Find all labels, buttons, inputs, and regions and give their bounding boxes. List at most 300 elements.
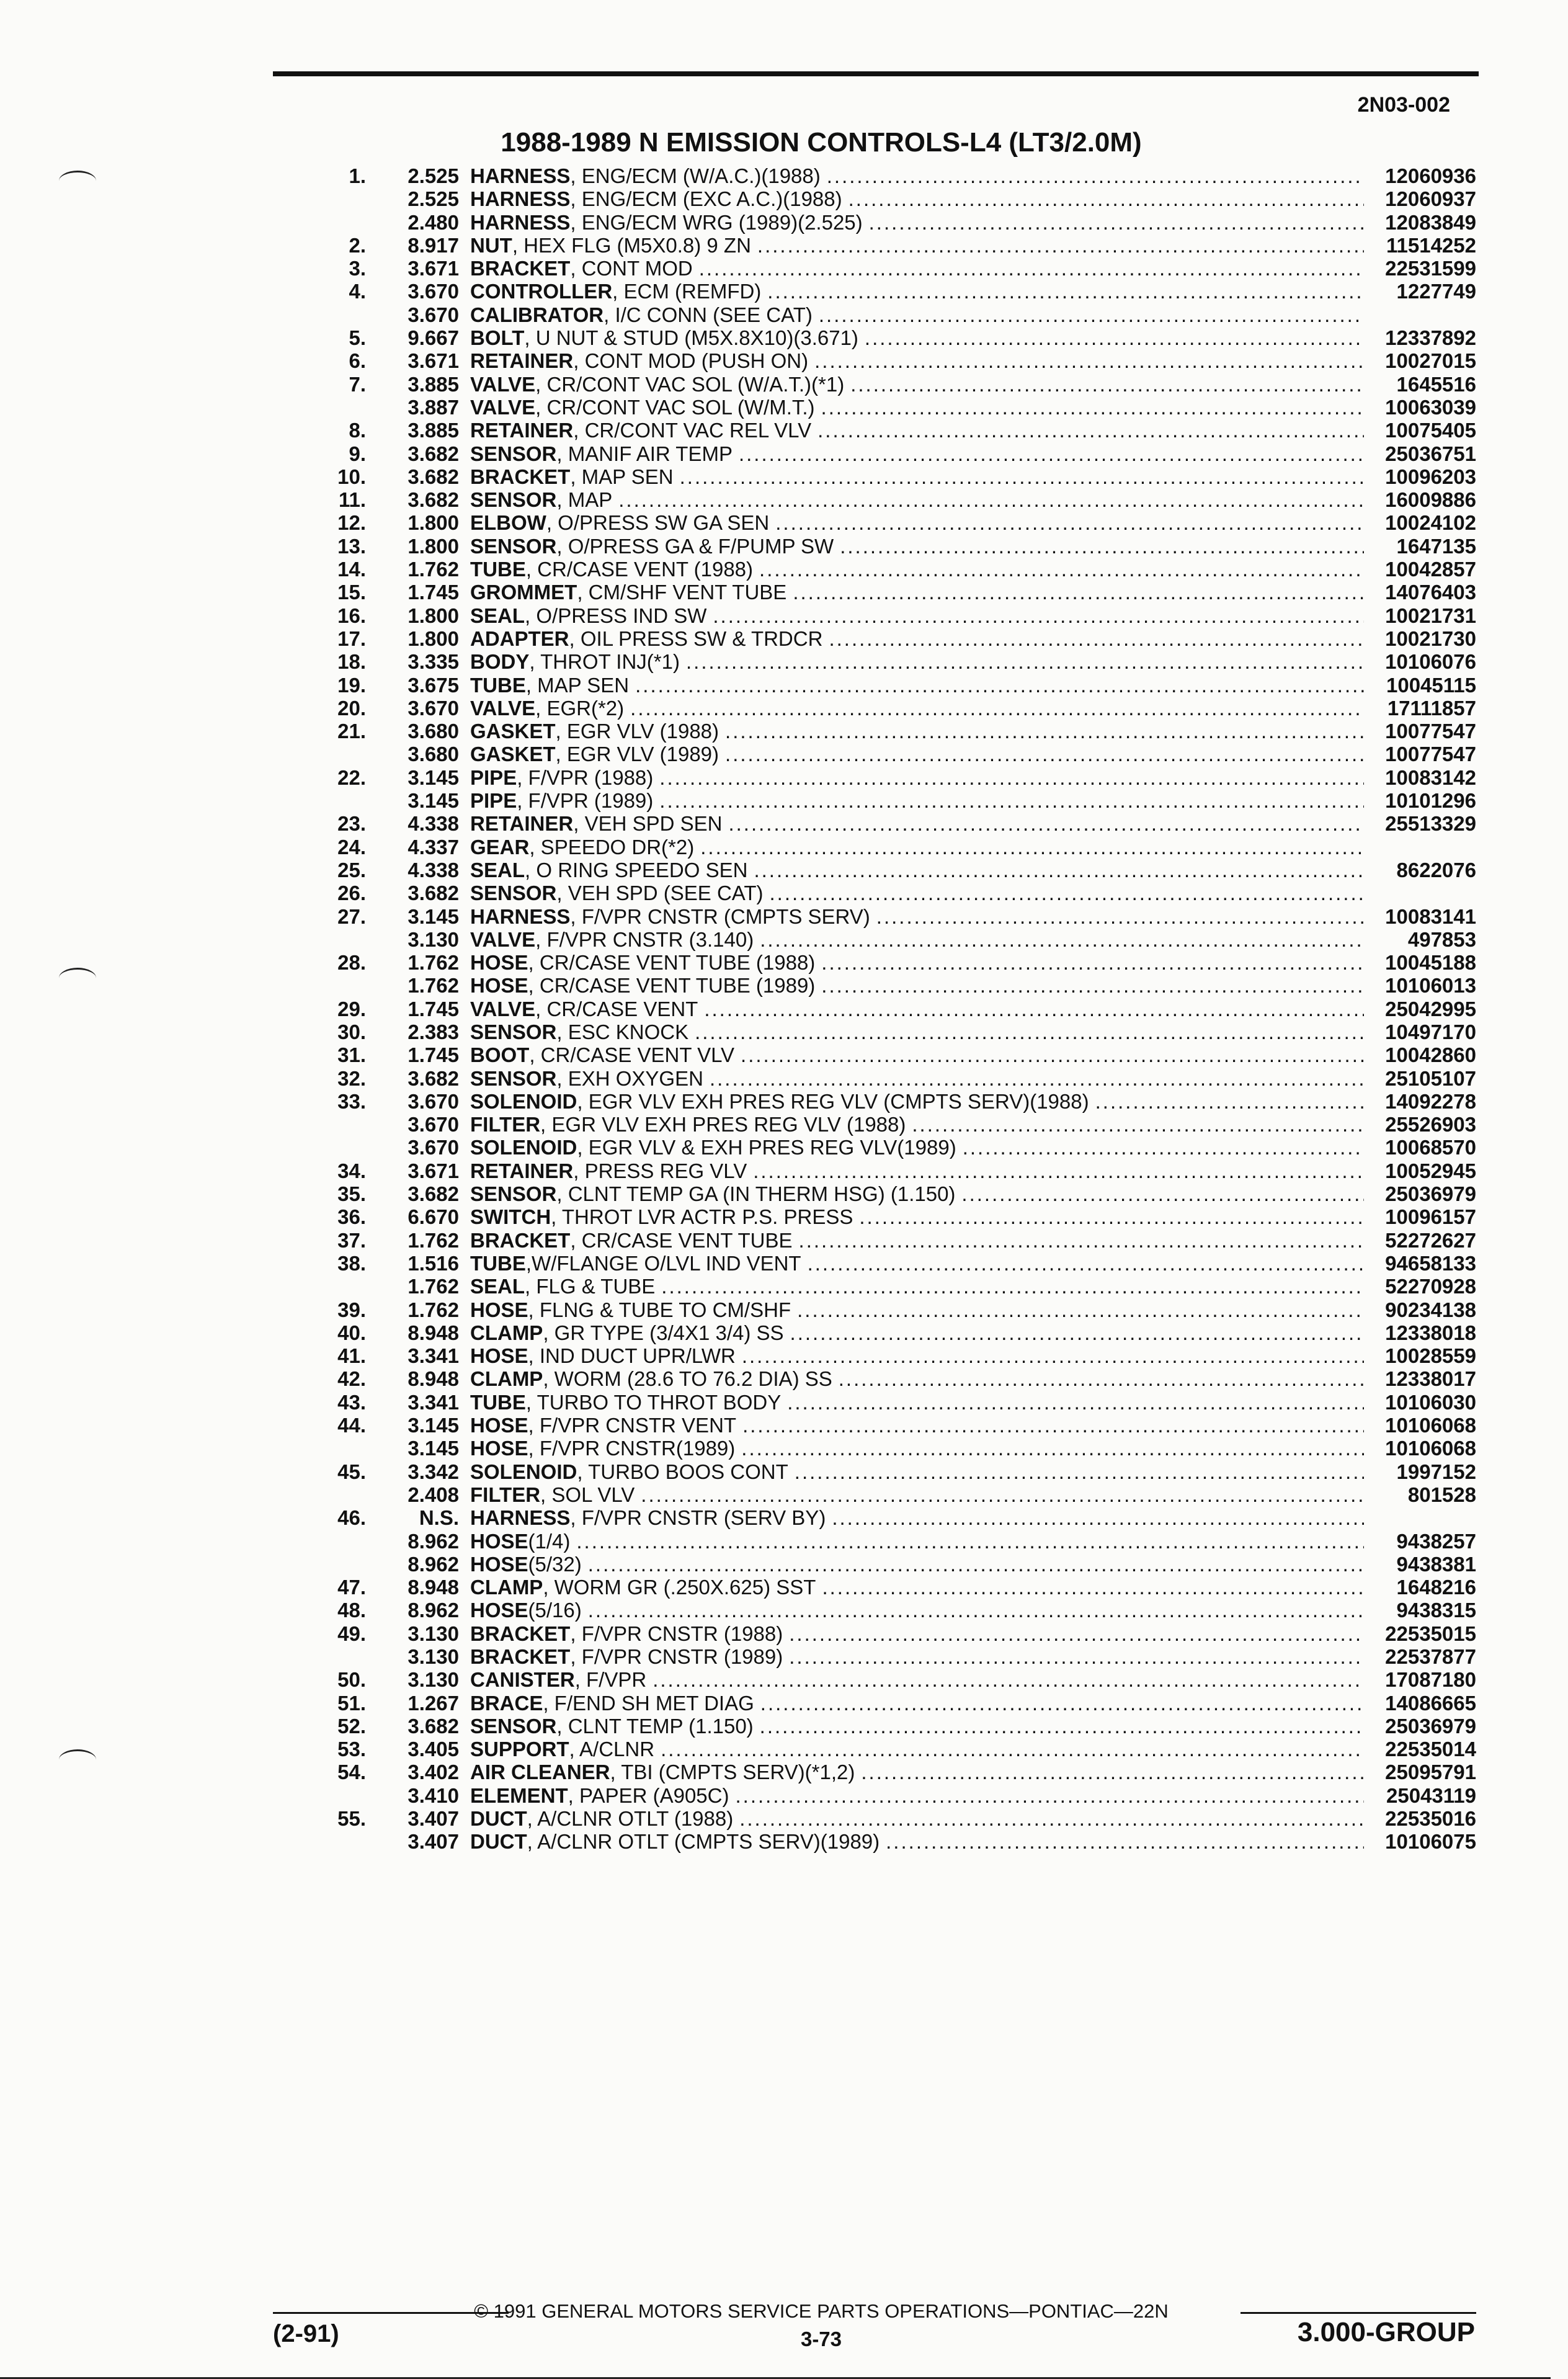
ref-number: 6. xyxy=(349,349,366,373)
part-row xyxy=(310,1344,1476,1367)
part-number: 10042860 xyxy=(1385,1043,1476,1067)
part-description xyxy=(470,419,1368,442)
group-number: 3.407 xyxy=(408,1807,459,1831)
part-number: 12337892 xyxy=(1385,326,1476,350)
part-name: HARNESS xyxy=(470,1506,571,1530)
part-description xyxy=(470,1275,1368,1298)
dot-leader xyxy=(876,905,1364,928)
part-name: SENSOR xyxy=(470,1182,557,1206)
part-row xyxy=(310,1715,1476,1738)
part-number: 10083142 xyxy=(1385,765,1476,789)
part-row xyxy=(310,581,1476,604)
dot-leader xyxy=(754,859,1364,882)
dot-leader xyxy=(767,280,1364,303)
part-number: 25036979 xyxy=(1385,1182,1476,1206)
group-number: 3.885 xyxy=(408,419,459,442)
dot-leader xyxy=(641,1483,1364,1506)
part-detail: , MAP xyxy=(556,488,613,512)
part-name: CLAMP xyxy=(470,1576,543,1599)
ref-number: 31. xyxy=(337,1043,366,1067)
part-detail: , WORM GR (.250X.625) SST xyxy=(543,1576,816,1599)
part-description xyxy=(470,488,1368,511)
part-row xyxy=(310,257,1476,280)
part-row xyxy=(310,836,1476,859)
part-row xyxy=(310,1113,1476,1136)
part-description xyxy=(470,743,1368,765)
part-row xyxy=(310,859,1476,882)
part-number: 25513329 xyxy=(1385,812,1476,836)
part-detail: , O/PRESS SW GA SEN xyxy=(546,511,770,535)
part-row xyxy=(310,1622,1476,1645)
dot-leader xyxy=(850,373,1364,396)
part-number: 17087180 xyxy=(1385,1668,1476,1692)
part-number: 1647135 xyxy=(1396,534,1476,558)
dot-leader xyxy=(757,234,1364,257)
dot-leader xyxy=(588,1599,1364,1622)
dot-leader xyxy=(819,303,1364,326)
group-number: 2.480 xyxy=(408,210,459,234)
part-row xyxy=(310,1252,1476,1275)
part-number: 12060936 xyxy=(1385,164,1476,187)
part-detail: , O RING SPEEDO SEN xyxy=(525,858,748,882)
part-name: SOLENOID xyxy=(470,1089,577,1113)
part-detail: , CR/CASE VENT TUBE xyxy=(570,1228,793,1252)
part-description xyxy=(470,1738,1368,1761)
part-description xyxy=(470,928,1368,951)
part-row xyxy=(310,1761,1476,1783)
dot-leader xyxy=(789,1622,1364,1645)
ref-number: 42. xyxy=(337,1367,366,1391)
dot-leader xyxy=(741,1043,1364,1066)
part-row xyxy=(310,951,1476,974)
dot-leader xyxy=(912,1113,1364,1136)
part-detail: , CR/CASE VENT VLV xyxy=(529,1043,735,1067)
part-name: SUPPORT xyxy=(470,1738,569,1761)
ref-number: 23. xyxy=(337,812,366,836)
group-number: 8.948 xyxy=(408,1321,459,1344)
part-row xyxy=(310,1414,1476,1437)
part-number: 10052945 xyxy=(1385,1159,1476,1182)
part-row xyxy=(310,326,1476,349)
dot-leader xyxy=(793,581,1364,604)
part-name: HOSE xyxy=(470,1599,528,1622)
part-row xyxy=(310,1437,1476,1460)
ref-number: 16. xyxy=(337,604,366,627)
part-number: 10077547 xyxy=(1385,743,1476,766)
ref-number: 43. xyxy=(337,1390,366,1414)
group-number: 1.762 xyxy=(408,974,459,998)
page-title: 1988-1989 N EMISSION CONTROLS-L4 (LT3/2.0M) xyxy=(501,127,1142,158)
group-number: 1.762 xyxy=(408,1298,459,1321)
part-number: 11514252 xyxy=(1386,233,1476,257)
part-description xyxy=(470,1321,1368,1344)
ref-number: 41. xyxy=(337,1344,366,1368)
group-number: 3.130 xyxy=(408,1622,459,1645)
part-name: CLAMP xyxy=(470,1321,543,1344)
group-number: 1.800 xyxy=(408,627,459,650)
part-name: BOLT xyxy=(470,326,525,350)
part-description xyxy=(470,951,1368,974)
part-name: VALVE xyxy=(470,927,536,951)
dot-leader xyxy=(822,1576,1364,1599)
part-row xyxy=(310,1275,1476,1298)
part-name: HOSE xyxy=(470,951,528,975)
part-description xyxy=(470,465,1368,488)
part-name: SENSOR xyxy=(470,882,557,905)
part-row xyxy=(310,789,1476,812)
part-description xyxy=(470,1692,1368,1715)
group-number: 3.682 xyxy=(408,882,459,905)
part-row xyxy=(310,1692,1476,1715)
part-number: 1227749 xyxy=(1396,280,1476,303)
ref-number: 33. xyxy=(337,1089,366,1113)
part-row xyxy=(310,1483,1476,1506)
dot-leader xyxy=(770,882,1365,904)
part-row xyxy=(310,1599,1476,1622)
part-number: 10106076 xyxy=(1385,650,1476,674)
part-row xyxy=(310,882,1476,904)
dot-leader xyxy=(710,1067,1364,1090)
group-number: 8.948 xyxy=(408,1367,459,1391)
part-row xyxy=(310,974,1476,997)
group-number: 3.410 xyxy=(408,1783,459,1807)
part-number: 9438315 xyxy=(1396,1599,1476,1622)
part-description xyxy=(470,1599,1368,1622)
part-description xyxy=(470,789,1368,812)
part-name: HARNESS xyxy=(470,904,571,928)
dot-leader xyxy=(849,187,1364,210)
part-detail: , EGR VLV EXH PRES REG VLV (1988) xyxy=(540,1113,906,1136)
part-name: CONTROLLER xyxy=(470,280,613,303)
part-detail: , SOL VLV xyxy=(540,1483,635,1506)
part-detail: , EXH OXYGEN xyxy=(556,1066,703,1090)
part-detail: , CR/CONT VAC REL VLV xyxy=(573,419,812,442)
part-detail: , PRESS REG VLV xyxy=(573,1159,747,1182)
part-row xyxy=(310,1067,1476,1090)
part-detail: , F/VPR (1989) xyxy=(517,789,654,813)
part-name: RETAINER xyxy=(470,349,574,373)
part-number: 22535015 xyxy=(1385,1622,1476,1645)
ref-number: 1. xyxy=(349,164,366,187)
group-number: 3.680 xyxy=(408,743,459,766)
part-name: NUT xyxy=(470,233,512,257)
dot-leader xyxy=(741,1437,1364,1460)
part-description xyxy=(470,1460,1368,1483)
part-detail: , F/VPR CNSTR (SERV BY) xyxy=(570,1506,826,1530)
part-detail: , CONT MOD (PUSH ON) xyxy=(573,349,809,373)
part-name: VALVE xyxy=(470,395,536,419)
part-detail: , F/VPR CNSTR (3.140) xyxy=(535,927,754,951)
part-row xyxy=(310,1298,1476,1321)
part-row xyxy=(310,697,1476,720)
part-number: 12338017 xyxy=(1385,1367,1476,1391)
part-detail: , F/VPR (1988) xyxy=(517,765,654,789)
part-detail: , WORM (28.6 TO 76.2 DIA) SS xyxy=(543,1367,832,1391)
part-description xyxy=(470,650,1368,673)
part-description xyxy=(470,326,1368,349)
part-row xyxy=(310,1830,1476,1853)
part-detail: , CR/CONT VAC SOL (W/A.T.)(*1) xyxy=(535,372,845,396)
part-number: 10042857 xyxy=(1385,558,1476,581)
dot-leader xyxy=(840,535,1364,558)
part-number: 10075405 xyxy=(1385,419,1476,442)
part-name: HARNESS xyxy=(470,210,571,234)
dot-leader xyxy=(886,1830,1364,1853)
part-description xyxy=(470,1506,1368,1529)
part-detail: , O/PRESS IND SW xyxy=(525,604,707,627)
part-detail: , A/CLNR OTLT (1988) xyxy=(527,1807,734,1831)
part-name: CALIBRATOR xyxy=(470,303,604,326)
part-number: 14086665 xyxy=(1385,1691,1476,1715)
part-number: 52272627 xyxy=(1385,1228,1476,1252)
revision-date: (2-91) xyxy=(273,2320,339,2347)
part-number: 10096203 xyxy=(1385,465,1476,488)
part-number: 10027015 xyxy=(1385,349,1476,373)
part-name: BODY xyxy=(470,650,530,674)
group-number: 1.762 xyxy=(408,1228,459,1252)
group-number: 3.682 xyxy=(408,1182,459,1206)
part-name: BRACKET xyxy=(470,465,571,488)
part-row xyxy=(310,1321,1476,1344)
part-detail: , THROT INJ(*1) xyxy=(529,650,680,674)
part-description xyxy=(470,697,1368,720)
part-name: TUBE xyxy=(470,558,526,581)
part-detail: , TURBO BOOS CONT xyxy=(577,1460,788,1483)
ref-number: 48. xyxy=(337,1599,366,1622)
group-number: 6.670 xyxy=(408,1205,459,1229)
ref-number: 26. xyxy=(337,882,366,905)
ref-number: 47. xyxy=(337,1576,366,1599)
part-number: 10106030 xyxy=(1385,1390,1476,1414)
part-detail: , EGR VLV & EXH PRES REG VLV(1989) xyxy=(577,1136,956,1159)
group-number: 1.745 xyxy=(408,997,459,1020)
part-description xyxy=(470,511,1368,534)
part-name: RETAINER xyxy=(470,419,574,442)
part-name: TUBE xyxy=(470,673,526,697)
part-name: SWITCH xyxy=(470,1205,551,1229)
part-name: RETAINER xyxy=(470,1159,574,1182)
part-detail: , EGR VLV (1988) xyxy=(555,720,719,743)
dot-leader xyxy=(680,465,1364,488)
part-number: 25043119 xyxy=(1386,1783,1476,1807)
part-number: 10045115 xyxy=(1386,673,1476,697)
part-row xyxy=(310,1391,1476,1414)
part-number: 25105107 xyxy=(1385,1066,1476,1090)
dot-leader xyxy=(795,1460,1364,1483)
part-description xyxy=(470,396,1368,419)
dot-leader xyxy=(865,326,1364,349)
ref-number: 25. xyxy=(337,858,366,882)
part-detail: , F/VPR CNSTR(1989) xyxy=(528,1437,736,1460)
part-name: CANISTER xyxy=(470,1668,575,1692)
part-name: PIPE xyxy=(470,765,517,789)
dot-leader xyxy=(725,743,1364,765)
dot-leader xyxy=(739,442,1364,465)
part-description xyxy=(470,1367,1368,1390)
part-name: SENSOR xyxy=(470,488,557,512)
part-detail: , F/VPR CNSTR (1988) xyxy=(570,1622,783,1645)
part-row xyxy=(310,280,1476,303)
part-detail: , F/END SH MET DIAG xyxy=(543,1691,754,1715)
part-description xyxy=(470,257,1368,280)
ref-number: 53. xyxy=(337,1738,366,1761)
part-detail: , CR/CASE VENT xyxy=(535,997,698,1020)
part-name: HOSE xyxy=(470,974,528,998)
ref-number: 3. xyxy=(349,257,366,280)
part-description xyxy=(470,1113,1368,1136)
part-description xyxy=(470,1784,1368,1807)
part-number: 22535014 xyxy=(1385,1738,1476,1761)
part-number: 22535016 xyxy=(1385,1807,1476,1831)
part-row xyxy=(310,1807,1476,1830)
part-name: GEAR xyxy=(470,835,530,859)
part-detail: , CR/CASE VENT TUBE (1988) xyxy=(528,951,816,975)
part-description xyxy=(470,1576,1368,1599)
part-detail: , TURBO TO THROT BODY xyxy=(525,1390,782,1414)
ref-number: 40. xyxy=(337,1321,366,1344)
copyright-notice: © 1991 GENERAL MOTORS SERVICE PARTS OPERATIONS—PONTIAC—22N xyxy=(474,2300,1169,2322)
part-name: HOSE xyxy=(470,1344,528,1368)
part-name: BRACKET xyxy=(470,1645,571,1668)
part-detail: , ESC KNOCK xyxy=(556,1020,689,1043)
part-detail: , U NUT & STUD (M5X.8X10)(3.671) xyxy=(524,326,858,350)
part-row xyxy=(310,743,1476,765)
part-description xyxy=(470,998,1368,1020)
part-name: SEAL xyxy=(470,604,525,627)
part-number: 12338018 xyxy=(1385,1321,1476,1344)
part-description xyxy=(470,836,1368,859)
part-detail: (5/32) xyxy=(528,1552,582,1576)
part-detail: , TBI (CMPTS SERV)(*1,2) xyxy=(610,1761,855,1784)
part-row xyxy=(310,349,1476,372)
ref-number: 8. xyxy=(349,419,366,442)
part-row xyxy=(310,998,1476,1020)
ref-number: 29. xyxy=(337,997,366,1020)
dot-leader xyxy=(808,1252,1364,1275)
part-detail: , ENG/ECM (EXC A.C.)(1988) xyxy=(570,187,842,211)
part-row xyxy=(310,905,1476,928)
dot-leader xyxy=(760,1692,1364,1715)
ref-number: 15. xyxy=(337,581,366,604)
group-number: 3.682 xyxy=(408,465,459,488)
group-number: 3.405 xyxy=(408,1738,459,1761)
top-rule xyxy=(273,71,1479,76)
part-detail: , MAP SEN xyxy=(570,465,674,488)
group-number: 3.671 xyxy=(408,257,459,280)
part-description xyxy=(470,604,1368,627)
group-number: 4.338 xyxy=(408,812,459,836)
part-name: SENSOR xyxy=(470,1066,557,1090)
part-detail: (1/4) xyxy=(528,1529,571,1553)
part-number: 10106013 xyxy=(1385,974,1476,998)
part-number: 10021731 xyxy=(1385,604,1476,627)
part-description xyxy=(470,280,1368,303)
part-row xyxy=(310,1367,1476,1390)
group-number: 8.962 xyxy=(408,1529,459,1553)
dot-leader xyxy=(699,257,1364,280)
group-number: 1.800 xyxy=(408,534,459,558)
part-row xyxy=(310,396,1476,419)
part-name: FILTER xyxy=(470,1113,541,1136)
part-row xyxy=(310,928,1476,951)
part-description xyxy=(470,1020,1368,1043)
dot-leader xyxy=(799,1229,1364,1252)
part-number: 10063039 xyxy=(1385,395,1476,419)
ref-number: 12. xyxy=(337,511,366,535)
part-description xyxy=(470,1205,1368,1228)
ref-number: 30. xyxy=(337,1020,366,1043)
group-number: 3.130 xyxy=(408,1645,459,1668)
dot-leader xyxy=(821,974,1364,997)
part-detail: , FLG & TUBE xyxy=(525,1275,656,1298)
dot-leader xyxy=(695,1020,1364,1043)
group-number: 3.407 xyxy=(408,1830,459,1854)
part-row xyxy=(310,650,1476,673)
group-number: 8.917 xyxy=(408,233,459,257)
group-number: 3.145 xyxy=(408,1414,459,1437)
part-name: SEAL xyxy=(470,858,525,882)
page-number: 3-73 xyxy=(800,2328,842,2350)
part-description xyxy=(470,1668,1368,1691)
group-number: 1.516 xyxy=(408,1251,459,1275)
ref-number: 36. xyxy=(337,1205,366,1229)
group-number: 2.383 xyxy=(408,1020,459,1043)
part-description xyxy=(470,1807,1368,1830)
dot-leader xyxy=(821,951,1364,974)
part-description xyxy=(470,373,1368,396)
part-name: BRACKET xyxy=(470,1622,571,1645)
dot-leader xyxy=(728,812,1364,835)
ref-number: 22. xyxy=(337,765,366,789)
part-number: 8622076 xyxy=(1396,858,1476,882)
binder-mark xyxy=(59,1749,96,1770)
group-number: 1.762 xyxy=(408,951,459,975)
ref-number: 10. xyxy=(337,465,366,488)
part-number: 9438381 xyxy=(1396,1552,1476,1576)
part-name: BOOT xyxy=(470,1043,530,1067)
part-name: SEAL xyxy=(470,1275,525,1298)
part-name: SENSOR xyxy=(470,1020,557,1043)
dot-leader xyxy=(725,720,1364,743)
dot-leader xyxy=(787,1391,1364,1414)
part-name: HOSE xyxy=(470,1529,528,1553)
dot-leader xyxy=(661,1275,1364,1298)
part-detail: , F/VPR CNSTR VENT xyxy=(528,1414,737,1437)
part-description xyxy=(470,1830,1368,1853)
group-number: 8.962 xyxy=(408,1599,459,1622)
part-row xyxy=(310,812,1476,835)
dot-leader xyxy=(760,1715,1364,1738)
ref-number: 54. xyxy=(337,1761,366,1784)
group-number: 3.670 xyxy=(408,696,459,720)
part-name: SOLENOID xyxy=(470,1136,577,1159)
part-row xyxy=(310,1229,1476,1252)
group-number: 3.145 xyxy=(408,789,459,813)
part-name: HOSE xyxy=(470,1298,528,1321)
group-number: 3.671 xyxy=(408,1159,459,1182)
part-detail: , CR/CONT VAC SOL (W/M.T.) xyxy=(535,395,815,419)
part-description xyxy=(470,1136,1368,1159)
dot-leader xyxy=(630,697,1364,720)
dot-leader xyxy=(576,1530,1364,1553)
dot-leader xyxy=(832,1506,1364,1529)
ref-number: 21. xyxy=(337,720,366,743)
group-number: 1.762 xyxy=(408,558,459,581)
part-row xyxy=(310,1182,1476,1205)
ref-number: 52. xyxy=(337,1714,366,1738)
dot-leader xyxy=(789,1645,1364,1668)
part-name: HOSE xyxy=(470,1552,528,1576)
